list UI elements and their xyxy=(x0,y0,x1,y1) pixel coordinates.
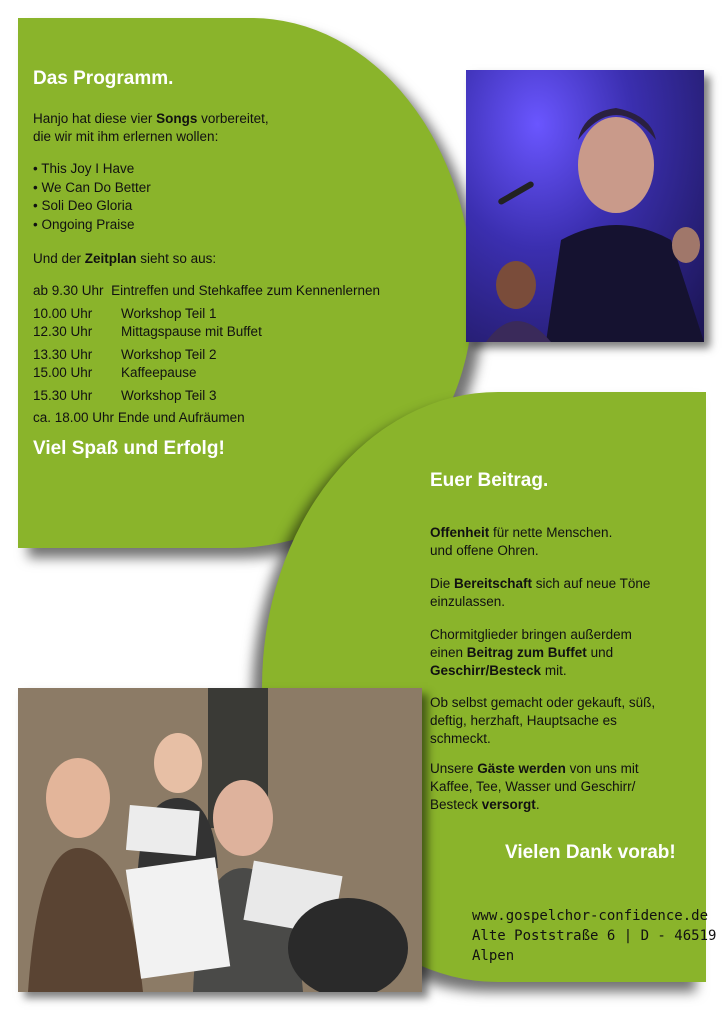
p2-text-3: einzulassen. xyxy=(430,594,506,609)
p2-text: Die xyxy=(430,576,455,591)
schedule-row xyxy=(33,364,197,382)
beitrag-paragraph-1 xyxy=(430,524,695,560)
p3-text-2: einen xyxy=(430,645,467,660)
p4-text-3: schmeckt. xyxy=(430,731,491,746)
zeitplan-text: Und der xyxy=(33,251,85,266)
schedule-event: Ende und Aufräumen xyxy=(117,410,245,425)
beitrag-paragraph-5 xyxy=(430,760,695,814)
bereitschaft-bold: Bereitschaft xyxy=(454,576,533,591)
closing-text: Viel Spaß und Erfolg! xyxy=(33,438,225,459)
schedule-event: Mittagspause mit Buffet xyxy=(121,324,262,339)
song-item: • Soli Deo Gloria xyxy=(33,198,133,213)
p5-text-3: Kaffee, Tee, Wasser und Geschirr/ xyxy=(430,779,636,794)
buffet-bold: Beitrag zum Buffet xyxy=(466,645,587,660)
p5-text-5: . xyxy=(535,797,540,812)
p3-text-3: und xyxy=(586,645,614,660)
schedule-time: ca. 18.00 Uhr xyxy=(33,410,115,425)
intro-text: Hanjo hat diese vier xyxy=(33,111,157,126)
p5-text: Unsere xyxy=(430,761,478,776)
intro-text-2: vorbereitet, xyxy=(197,111,269,126)
versorgt-bold: versorgt xyxy=(481,797,536,812)
singer-photo xyxy=(466,70,704,342)
beitrag-paragraph-3 xyxy=(430,626,695,680)
song-item: • This Joy I Have xyxy=(33,161,135,176)
schedule-time: ab 9.30 Uhr xyxy=(33,283,104,298)
footer xyxy=(472,906,724,966)
schedule-event: Eintreffen und Stehkaffee zum Kennenlernen xyxy=(111,283,381,298)
zeitplan-text-2: sieht so aus: xyxy=(136,251,217,266)
schedule-row xyxy=(33,409,245,427)
song-list xyxy=(33,160,151,234)
geschirr-bold: Geschirr/Besteck xyxy=(430,663,542,678)
p5-text-2: von uns mit xyxy=(565,761,639,776)
schedule-time: 10.00 Uhr xyxy=(33,306,93,321)
singer-image-icon xyxy=(466,70,704,342)
choir-image-icon xyxy=(18,688,422,992)
beitrag-title: Euer Beitrag. xyxy=(430,470,549,491)
p5-text-4: Besteck xyxy=(430,797,482,812)
schedule-row xyxy=(33,305,217,323)
beitrag-paragraph-4 xyxy=(430,694,695,748)
schedule-event: Workshop Teil 3 xyxy=(121,388,217,403)
p3-text: Chormitglieder bringen außerdem xyxy=(430,627,632,642)
schedule-event: Kaffeepause xyxy=(121,365,197,380)
p1-text-2: und offene Ohren. xyxy=(430,543,539,558)
schedule-event: Workshop Teil 1 xyxy=(121,306,217,321)
gaeste-bold: Gäste werden xyxy=(477,761,566,776)
schedule-row xyxy=(33,282,380,300)
schedule-row xyxy=(33,323,262,341)
song-item: • Ongoing Praise xyxy=(33,216,135,232)
p2-text-2: sich auf neue Töne xyxy=(532,576,651,591)
address-text: Alte Poststraße 6 | D - 46519 Alpen xyxy=(472,928,717,964)
website-link[interactable]: www.gospelchor-confidence.de xyxy=(472,908,709,924)
schedule-row xyxy=(33,346,217,364)
schedule-time: 13.30 Uhr xyxy=(33,347,93,362)
zeitplan-bold: Zeitplan xyxy=(84,251,137,266)
schedule-event: Workshop Teil 2 xyxy=(121,347,217,362)
offenheit-bold: Offenheit xyxy=(430,525,490,540)
song-item: • We Can Do Better xyxy=(33,179,151,195)
schedule-time: 15.30 Uhr xyxy=(33,388,93,403)
schedule-row xyxy=(33,387,217,405)
beitrag-paragraph-2 xyxy=(430,575,695,611)
p3-text-4: mit. xyxy=(541,663,567,678)
programm-title: Das Programm. xyxy=(33,68,174,89)
schedule-time: 12.30 Uhr xyxy=(33,324,93,339)
p4-text: Ob selbst gemacht oder gekauft, süß, xyxy=(430,695,656,710)
p4-text-2: deftig, herzhaft, Hauptsache es xyxy=(430,713,617,728)
intro-text-3: die wir mit ihm erlernen wollen: xyxy=(33,129,219,144)
choir-photo xyxy=(18,688,422,992)
programm-intro xyxy=(33,110,333,146)
p1-text: für nette Menschen. xyxy=(489,525,613,540)
intro-songs-bold: Songs xyxy=(156,111,198,126)
thanks-text: Vielen Dank vorab! xyxy=(505,842,676,863)
zeitplan-intro xyxy=(33,250,216,268)
schedule-time: 15.00 Uhr xyxy=(33,365,93,380)
